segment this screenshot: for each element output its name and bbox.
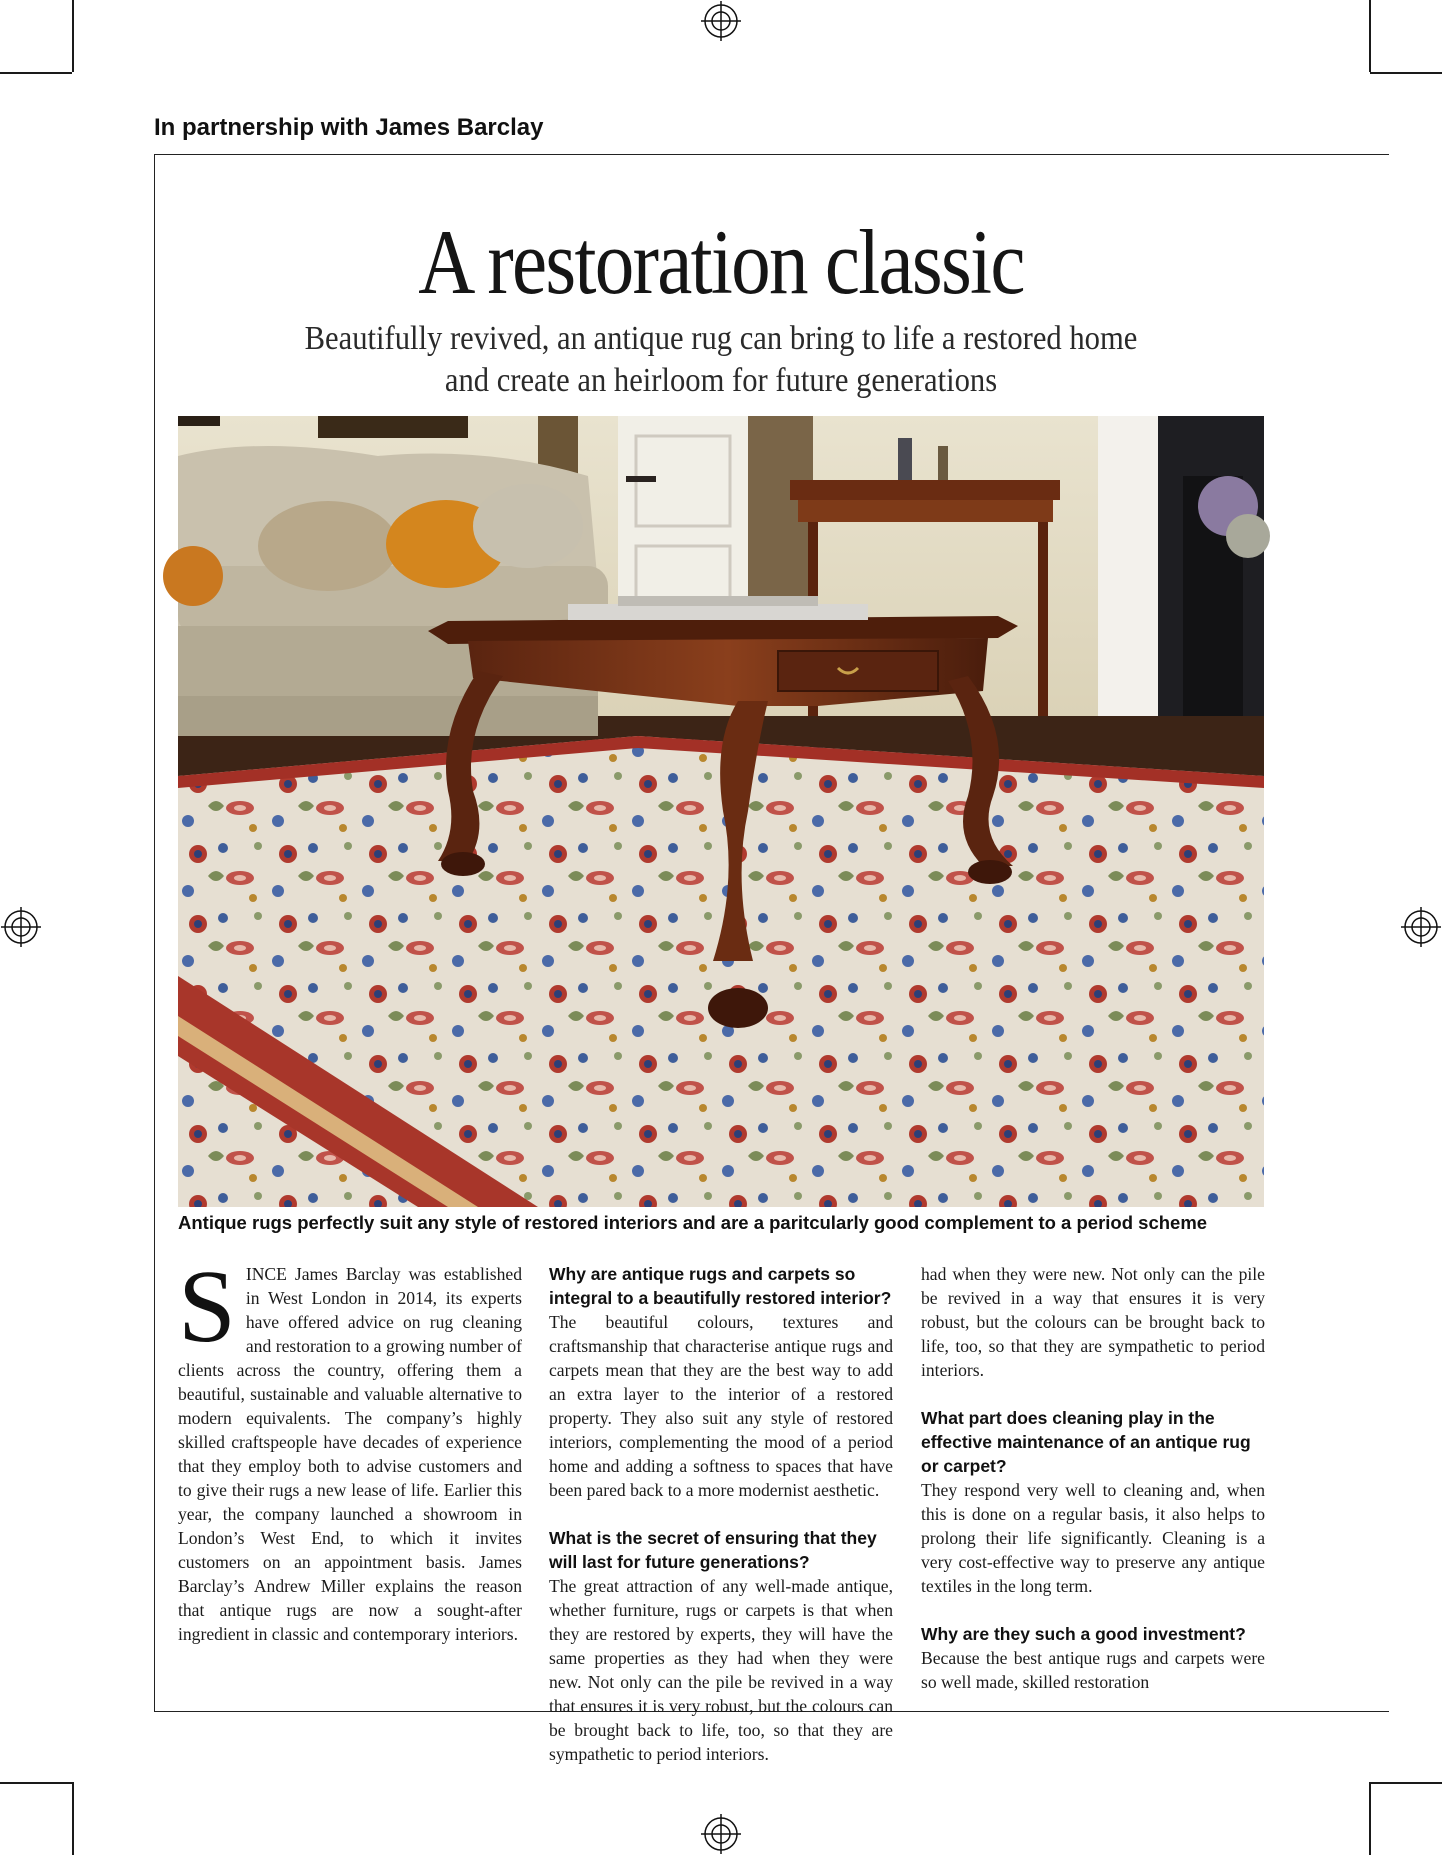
crop-mark (1370, 1782, 1442, 1784)
crop-mark (0, 72, 72, 74)
question-heading: Why are antique rugs and carpets so integral to a beautifully restored interior? (549, 1264, 892, 1308)
page-title: A restoration classic (418, 211, 1024, 313)
registration-mark-icon (1, 907, 41, 947)
photo-illustration-icon (178, 416, 1264, 1207)
partner-label: In partnership with James Barclay (154, 114, 544, 141)
answer-paragraph: The great attraction of any well-made antique, whether furniture, rugs or carpets is that when they are restored by experts, they will have the same properties as they had when they were new. Not only can the pile be revived in a way that ensures it is very robust, but the colours can be brought back to life, too, so that they are sympathetic to period interiors. (549, 1576, 893, 1764)
crop-mark (1369, 1782, 1371, 1855)
answer-paragraph: Because the best antique rugs and carpets were so well made, skilled restoration (921, 1648, 1265, 1692)
answer-paragraph: The beautiful colours, textures and craftsmanship that characterise antique rugs and carpets mean that they are the best way to add an extra layer to the interior of a restored property. They also suit any style of restored interiors, complementing the mood of a period home and adding a softness to spaces that have been pared back to a more modernist aesthetic. (549, 1312, 893, 1500)
photo-caption: Antique rugs perfectly suit any style of restored interiors and are a paritcularly good complement to a period scheme (178, 1212, 1208, 1233)
article-column-3 (921, 1262, 1265, 1694)
article-column-2 (549, 1262, 893, 1764)
page-subtitle (211, 318, 1232, 402)
intro-text: INCE James Barclay was established in West London in 2014, its experts have offered advice on rug cleaning and restoration to a growing number of clients across the country, offering them a beautiful, sustainable and valuable alternative to modern equivalents. The company’s highly skilled craftspeople have decades of experience that they employ both to advise customers and to give their rugs a new lease of life. Earlier this year, the company launched a showroom in London’s West End, to which it invites customers on an appointment basis. James Barclay’s Andrew Miller explains the reason that antique rugs are now a sought-after ingredient in classic and contemporary interiors. (178, 1264, 522, 1644)
drop-cap: S (178, 1249, 236, 1364)
registration-mark-icon (1401, 907, 1441, 947)
living-room-rug-photo (178, 416, 1264, 1207)
subtitle-line: and create an heirloom for future generations (444, 362, 998, 399)
crop-mark (0, 1782, 72, 1784)
crop-mark (1370, 72, 1442, 74)
registration-mark-icon (701, 1814, 741, 1854)
subtitle-line: Beautifully revived, an antique rug can bring to life a restored home (304, 320, 1138, 357)
registration-mark-icon (701, 1, 741, 41)
question-heading: Why are they such a good investment? (921, 1624, 1246, 1644)
crop-mark (72, 1782, 74, 1855)
article-column-1 (178, 1249, 522, 1646)
answer-paragraph: They respond very well to cleaning and, when this is done on a regular basis, it also helps to prolong their life significantly. Cleaning is a very cost-effective way to preserve any antique textiles in the long term. (921, 1480, 1265, 1596)
crop-mark (1369, 0, 1371, 72)
answer-continued: had when they were new. Not only can the pile be revived in a way that ensures it is very robust, but the colours can be brought back to life, too, so that they are sympathetic to period interiors. (921, 1264, 1265, 1380)
crop-mark (72, 0, 74, 72)
question-heading: What part does cleaning play in the effective maintenance of an antique rug or carpet? (921, 1408, 1251, 1476)
question-heading: What is the secret of ensuring that they will last for future generations? (549, 1528, 877, 1572)
intro-paragraph (178, 1249, 522, 1646)
